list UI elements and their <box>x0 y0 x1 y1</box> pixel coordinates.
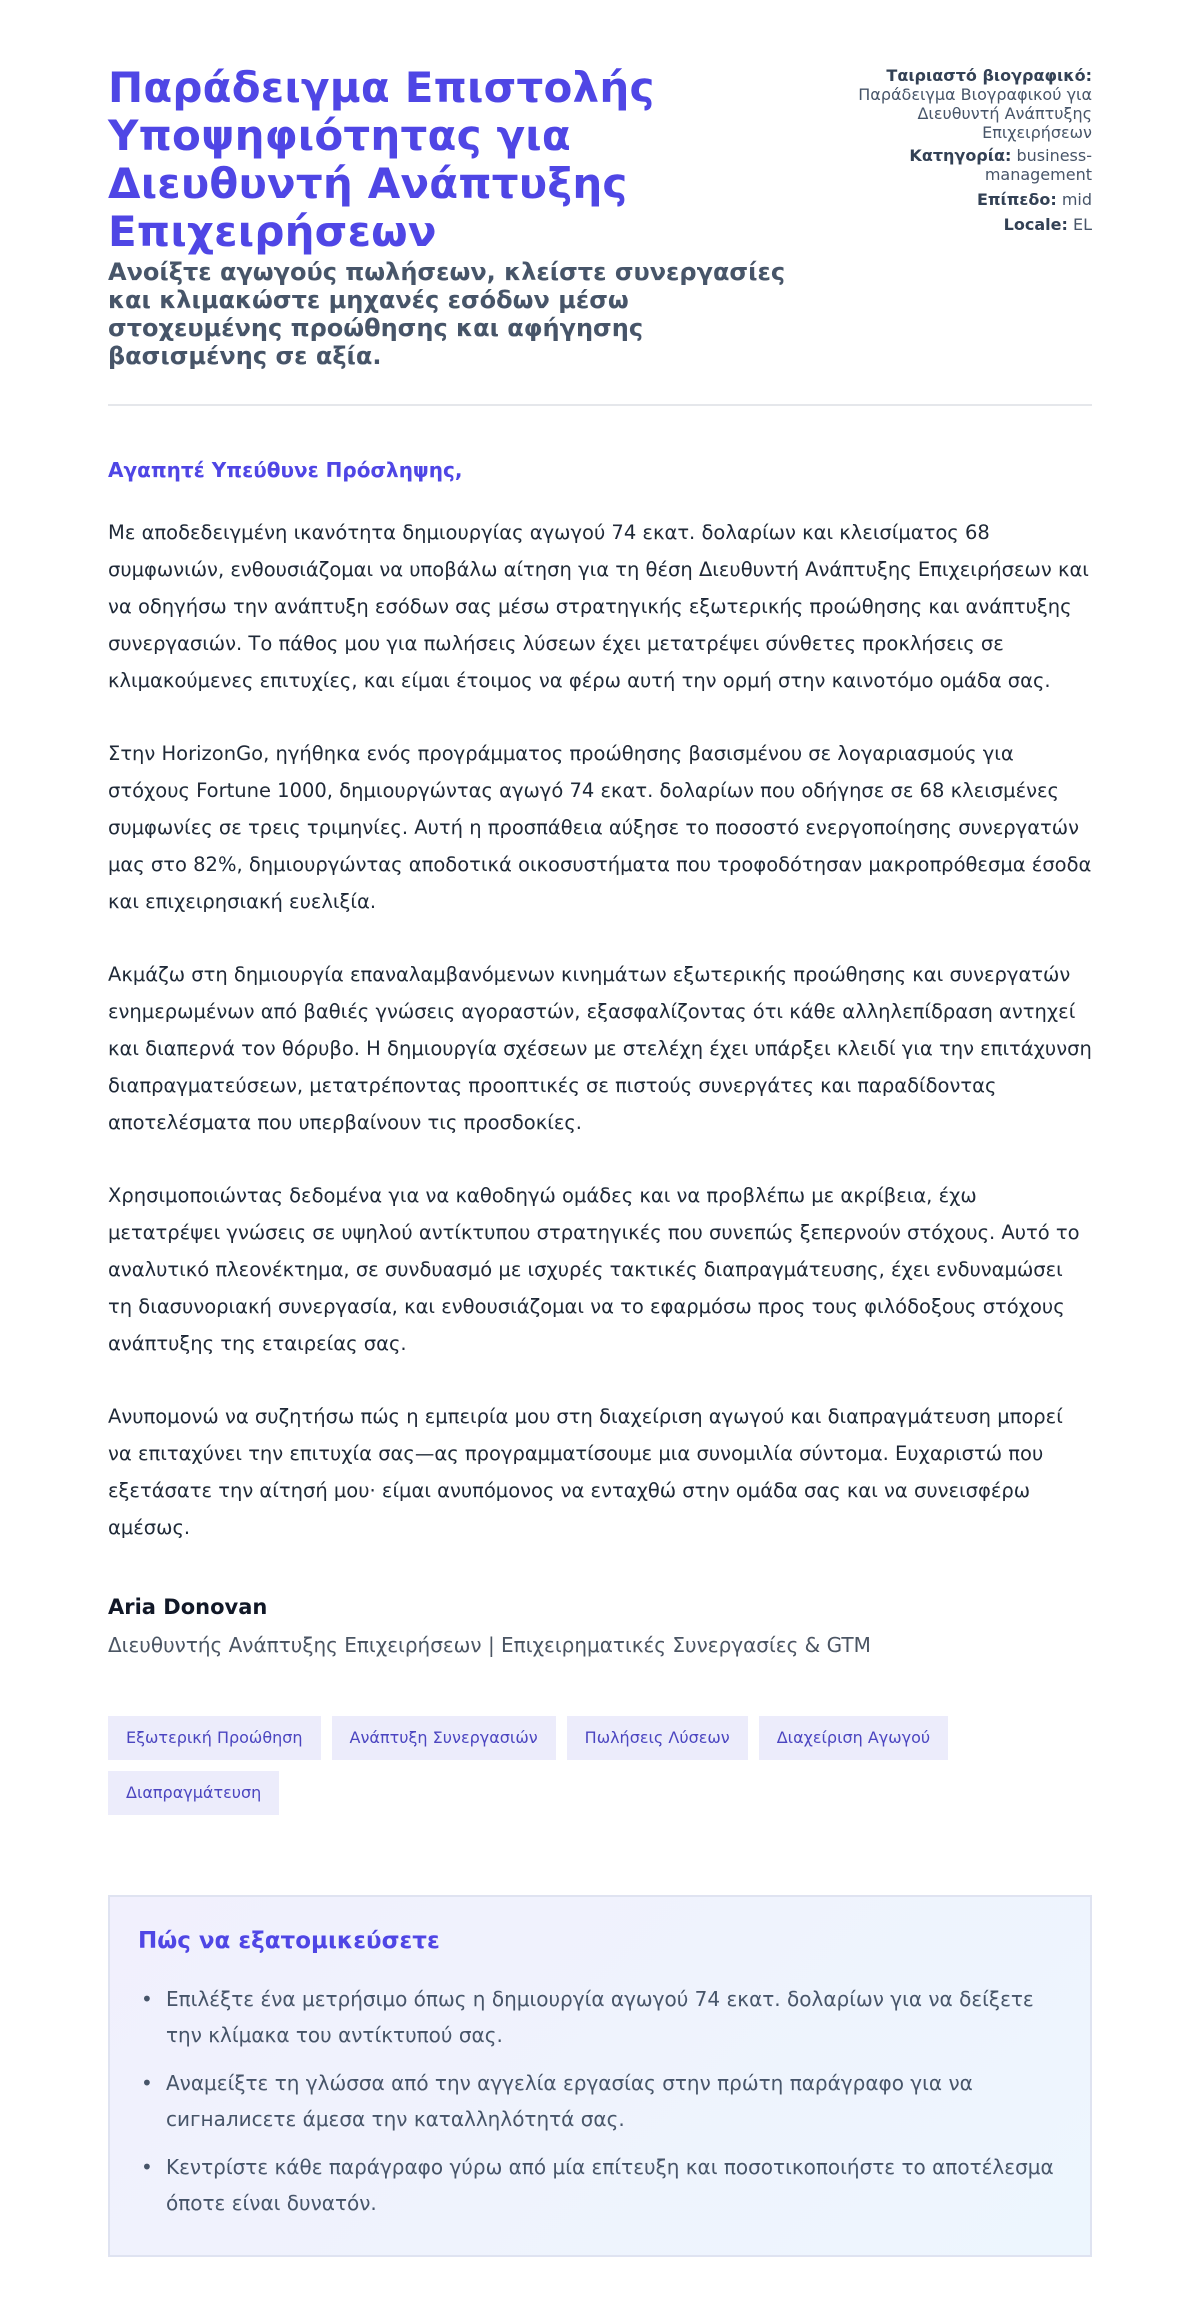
letter-paragraph: Ανυπομονώ να συζητήσω πώς η εμπειρία μου στη διαχείριση αγωγού και διαπραγμάτευση μπορεί να επιταχύνει την επιτυχία σας—ας προγραμματίσουμε μια συνομιλία σύντομα. Ευχαριστώ που εξετάσατε την αίτησή μου· είμαι ανυπόμονος να ενταχθώ στην ομάδα σας και να συνεισφέρω αμέσως. <box>108 1405 1063 1539</box>
tip-text: Αναμείξτε τη γλώσσα από την αγγελία εργασίας στην πρώτη παράγραφο για να сигналисετε άμεσα την καταλληλότητά σας. <box>166 2071 973 2131</box>
tip-text: Επιλέξτε ένα μετρήσιμο όπως η δημιουργία αγωγού 74 εκατ. δολαρίων για να δείξετε την κλίμακα του αντίκτυπού σας. <box>166 1987 1034 2047</box>
tips-title: Πώς να εξατομικεύσετε <box>138 1928 440 1954</box>
letter-paragraph: Χρησιμοποιώντας δεδομένα για να καθοδηγώ ομάδες και να προβλέπω με ακρίβεια, έχω μετατρέψει γνώσεις σε υψηλού αντίκτυπου στρατηγικές που συνεπώς ξεπερνούν στόχους. Αυτό το αναλυτικό πλεονέκτημα, σε συνδυασμό με ισχυρές τακτικές διαπραγμάτευσης, έχει ενδυναμώσει τη διασυνοριακή συνεργασία, και ενθουσιάζομαι να το εφαρμόσω προς τους φιλόδοξους στόχους ανάπτυξης της εταιρείας σας. <box>108 1184 1080 1355</box>
tips-list-item <box>138 1981 1062 2053</box>
meta-category <box>804 146 1092 184</box>
personalization-tips-box <box>108 1895 1092 2257</box>
meta-level-value: mid <box>1061 190 1092 209</box>
skill-tag[interactable]: Εξωτερική Προώθηση <box>108 1716 321 1760</box>
signature-name: Aria Donovan <box>108 1595 268 1619</box>
letter-paragraphs <box>108 514 1092 1546</box>
header-title-block <box>108 64 804 370</box>
meta-panel <box>804 66 1092 240</box>
meta-locale-label: Locale: <box>1003 215 1068 234</box>
meta-category-value: business-management <box>984 146 1092 184</box>
page-subtitle: Ανοίξτε αγωγούς πωλήσεων, κλείστε συνεργασίες και κλιμακώστε μηχανές εσόδων μέσω στοχευμένης προώθησης και αφήγησης βασισμένης σε αξία. <box>108 258 786 370</box>
meta-resume-value[interactable]: Παράδειγμα Βιογραφικού για Διευθυντή Ανάπτυξης Επιχειρήσεων <box>858 85 1092 142</box>
skill-tag[interactable]: Ανάπτυξη Συνεργασιών <box>332 1716 556 1760</box>
tips-list <box>138 1981 1062 2221</box>
meta-level-label: Επίπεδο: <box>976 190 1057 209</box>
tips-list-item <box>138 2149 1062 2221</box>
bullet-icon: • <box>141 2155 153 2179</box>
page-title: Παράδειγμα Επιστολής Υποψηφιότητας για Διευθυντή Ανάπτυξης Επιχειρήσεων <box>108 63 655 256</box>
skill-tag[interactable]: Διαπραγμάτευση <box>108 1771 279 1815</box>
skill-tags <box>108 1716 1008 1815</box>
letter-body <box>108 458 1092 1546</box>
skill-tag[interactable]: Πωλήσεις Λύσεων <box>567 1716 748 1760</box>
page-header <box>108 64 1092 370</box>
tip-text: Κεντρίστε κάθε παράγραφο γύρω από μία επίτευξη και ποσοτικοποιήστε το αποτέλεσμα όποτε είναι δυνατόν. <box>166 2155 1054 2215</box>
letter-paragraph: Στην HorizonGo, ηγήθηκα ενός προγράμματος προώθησης βασισμένου σε λογαριασμούς για στόχους Fortune 1000, δημιουργώντας αγωγό 74 εκατ. δολαρίων που οδήγησε σε 68 κλεισμένες συμφωνίες σε τρεις τριμηνίες. Αυτή η προσπάθεια αύξησε το ποσοστό ενεργοποίησης συνεργατών μας στο 82%, δημιουργώντας αποδοτικά οικοσυστήματα που τροφοδότησαν μακροπρόθεσμα έσοδα και επιχειρησιακή ευελιξία. <box>108 742 1092 913</box>
meta-locale-value: EL <box>1072 215 1092 234</box>
header-divider <box>108 404 1092 406</box>
tips-list-item <box>138 2065 1062 2137</box>
letter-greeting: Αγαπητέ Υπεύθυνε Πρόσληψης, <box>108 458 463 482</box>
bullet-icon: • <box>141 2071 153 2095</box>
meta-locale <box>804 215 1092 234</box>
letter-paragraph: Ακμάζω στη δημιουργία επαναλαμβανόμενων κινημάτων εξωτερικής προώθησης και συνεργατών ενημερωμένων από βαθιές γνώσεις αγοραστών, εξασφαλίζοντας ότι κάθε αλληλεπίδραση αντηχεί και διαπερνά τον θόρυβο. Η δημιουργία σχέσεων με στελέχη έχει υπάρξει κλειδί για την επιτάχυνση διαπραγματεύσεων, μετατρέποντας προοπτικές σε πιστούς συνεργάτες και παραδίδοντας αποτελέσματα που υπερβαίνουν τις προσδοκίες. <box>108 963 1092 1134</box>
meta-level <box>804 190 1092 209</box>
letter-paragraph: Με αποδεδειγμένη ικανότητα δημιουργίας αγωγού 74 εκατ. δολαρίων και κλεισίματος 68 συμφωνιών, ενθουσιάζομαι να υποβάλω αίτηση για τη θέση Διευθυντή Ανάπτυξης Επιχειρήσεων και να οδηγήσω την ανάπτυξη εσόδων σας μέσω στρατηγικής εξωτερικής προώθησης και ανάπτυξης συνεργασιών. Το πάθος μου για πωλήσεις λύσεων έχει μετατρέψει σύνθετες προκλήσεις σε κλιμακούμενες επιτυχίες, και είμαι έτοιμος να φέρω αυτή την ορμή στην καινοτόμο ομάδα σας. <box>108 521 1089 692</box>
bullet-icon: • <box>141 1987 153 2011</box>
skill-tag[interactable]: Διαχείριση Αγωγού <box>759 1716 948 1760</box>
meta-category-label: Κατηγορία: <box>909 146 1012 165</box>
signature-role: Διευθυντής Ανάπτυξης Επιχειρήσεων | Επιχειρηματικές Συνεργασίες & GTM <box>108 1633 871 1657</box>
meta-resume <box>804 66 1092 142</box>
signature-block <box>108 1594 1092 1658</box>
meta-resume-label: Ταιριαστό βιογραφικό: <box>886 66 1092 85</box>
